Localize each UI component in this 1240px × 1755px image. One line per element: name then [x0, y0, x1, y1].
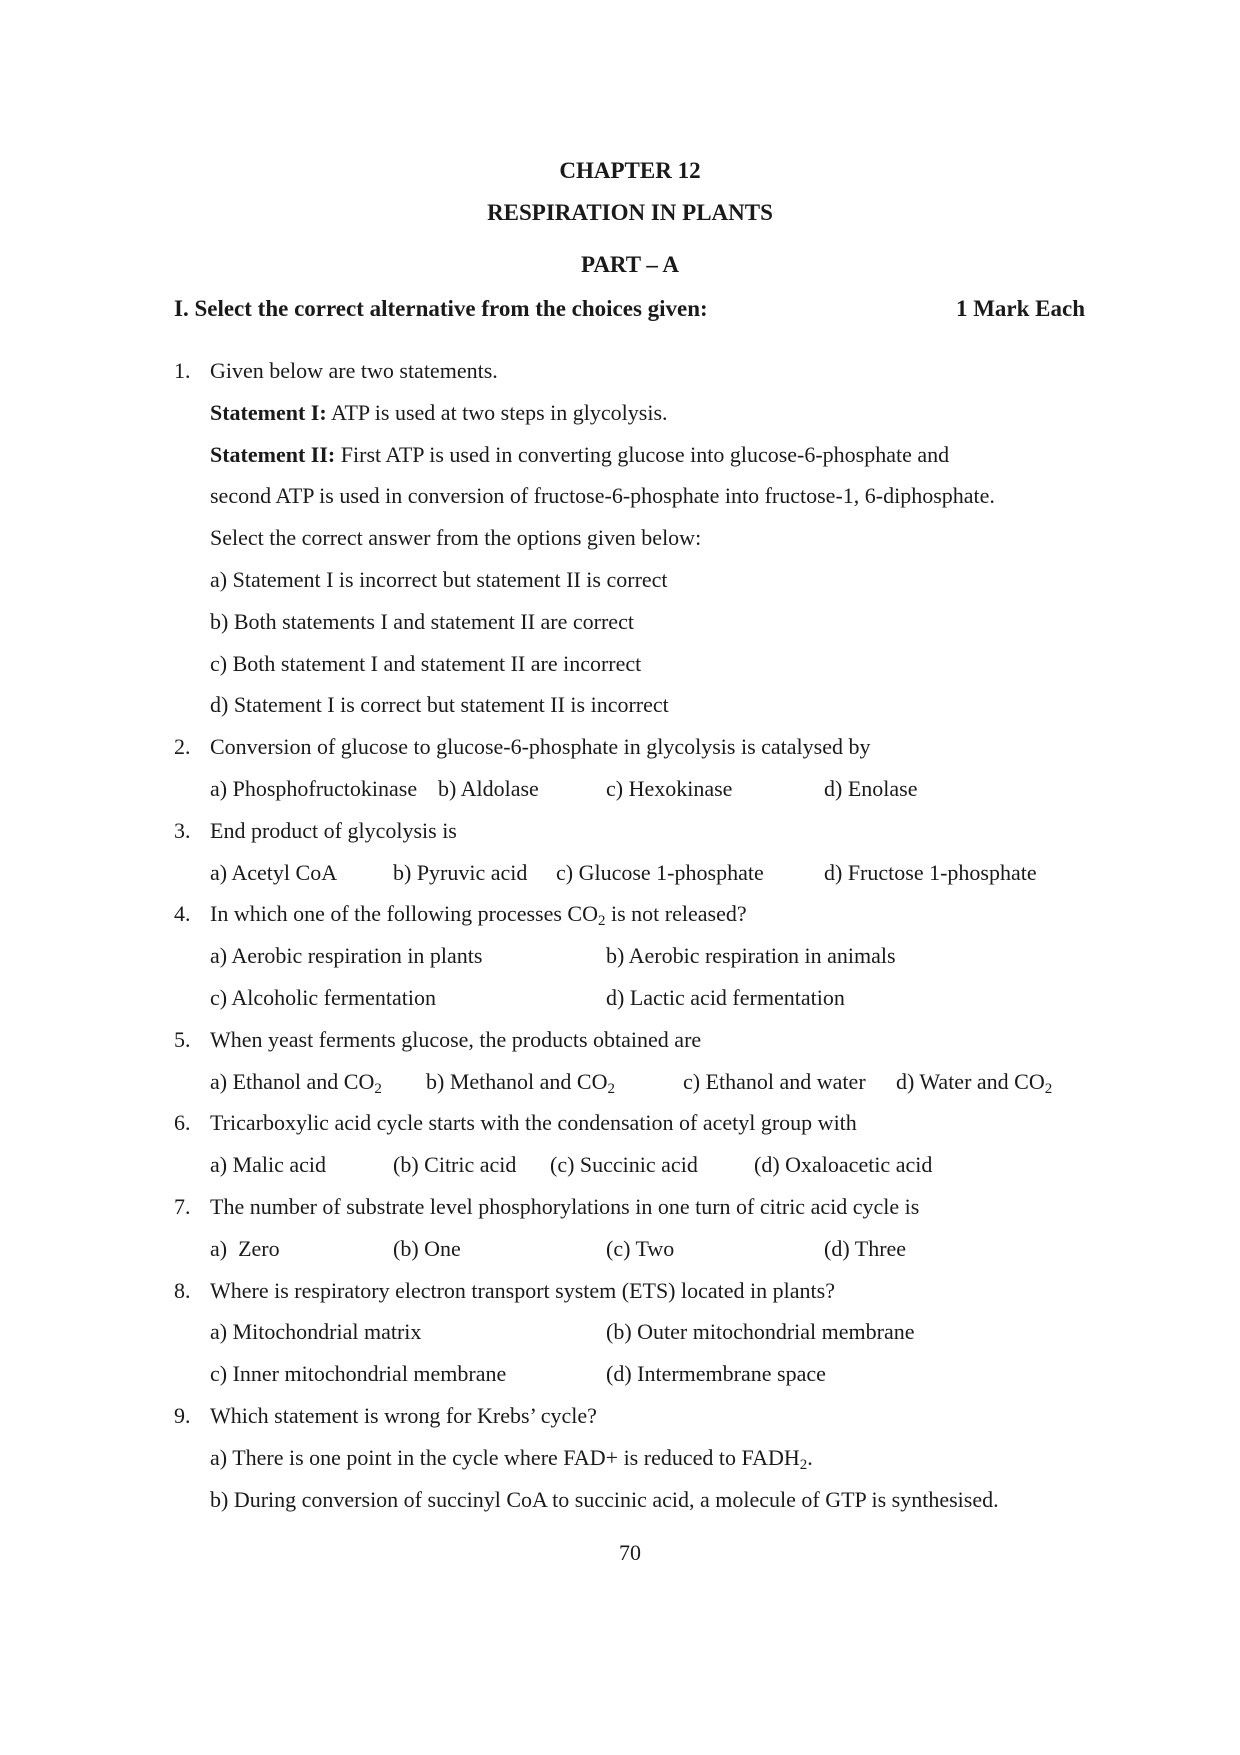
question-prompt: Select the correct answer from the options given below:: [210, 525, 702, 551]
question-9: [174, 1395, 1094, 1520]
statement-label: Statement I:: [210, 399, 327, 425]
statement-1: [210, 392, 1094, 434]
subscript: 2: [374, 1080, 382, 1097]
option-c: (c) Two: [606, 1235, 675, 1261]
option-b: b) Methanol and $CO_2$: [426, 1068, 615, 1097]
question-number: 3.: [174, 817, 191, 843]
options-row: [210, 977, 1094, 1019]
statement-label: Statement II:: [210, 441, 336, 467]
statement-text: First ATP is used in converting glucose into glucose-6-phosphate and: [340, 441, 950, 467]
option-c: c) Hexokinase: [606, 775, 733, 801]
option-a: a) Mitochondrial matrix: [210, 1319, 422, 1345]
option-d: d) Lactic acid fermentation: [606, 984, 845, 1010]
option-d: (d) Three: [824, 1235, 907, 1261]
question-number: 1.: [174, 358, 191, 383]
question-3: [174, 810, 1094, 894]
option-a: a) Zero: [210, 1235, 280, 1261]
question-2: [174, 726, 1094, 810]
subscript: 2: [799, 1456, 808, 1473]
option-c: c) Inner mitochondrial membrane: [210, 1361, 507, 1387]
question-number: 5.: [174, 1026, 191, 1052]
question-text: Conversion of glucose to glucose-6-phosphate in glycolysis is catalysed by: [210, 734, 871, 760]
part-heading: PART – A: [580, 252, 680, 277]
option-d: d) Water and $CO_2$: [896, 1068, 1053, 1097]
chapter-heading: CHAPTER 12: [559, 158, 701, 183]
option-c: c) Glucose 1-phosphate: [556, 859, 764, 885]
option-d: (d) Oxaloacetic acid: [754, 1152, 933, 1178]
option-a: a) Acetyl CoA: [210, 859, 338, 885]
option-b: (b) One: [393, 1235, 461, 1261]
option-b: b) Pyruvic acid: [393, 859, 528, 885]
options-row: [210, 1144, 1094, 1186]
subscript: 2: [607, 1080, 615, 1097]
option-b: b) Aldolase: [438, 775, 539, 801]
question-text: Tricarboxylic acid cycle starts with the condensation of acetyl group with: [210, 1110, 857, 1136]
option-c: (c) Succinic acid: [550, 1152, 698, 1178]
question-number: 4.: [174, 901, 191, 927]
option-a: a) There is one point in the cycle where FAD+ is reduced to $FADH_2$.: [210, 1444, 813, 1473]
option-c: c) Ethanol and water: [683, 1068, 866, 1094]
option-d: d) Enolase: [824, 775, 918, 801]
marks-label: 1 Mark Each: [955, 296, 1085, 321]
option-b: (b) Citric acid: [393, 1152, 517, 1178]
question-text: When yeast ferments glucose, the products obtained are: [210, 1026, 702, 1052]
option-b: b) Both statements I and statement II are correct: [210, 608, 634, 634]
question-number: 2.: [174, 734, 191, 760]
question-number: 6.: [174, 1110, 191, 1136]
subscript: 2: [1044, 1080, 1053, 1097]
option-b: b) During conversion of succinyl CoA to succinic acid, a molecule of GTP is synthesised.: [210, 1486, 999, 1512]
statement-text: ATP is used at two steps in glycolysis.: [331, 399, 668, 425]
question-number: 8.: [174, 1277, 191, 1303]
question-text: Where is respiratory electron transport system (ETS) located in plants?: [210, 1277, 835, 1303]
statement-2-continued: second ATP is used in conversion of fructose-6-phosphate into fructose-1, 6-diphosphate.: [210, 483, 995, 509]
option-d: (d) Intermembrane space: [606, 1361, 826, 1387]
question-8: [174, 1270, 1094, 1395]
instruction-text: I. Select the correct alternative from the choices given:: [174, 296, 708, 321]
options-row: [210, 1353, 1094, 1395]
options-row: [210, 1061, 1094, 1103]
question-6: [174, 1102, 1094, 1186]
option-a: a) Aerobic respiration in plants: [210, 943, 483, 969]
statement-2: [210, 434, 1094, 476]
option-a: a) Statement I is incorrect but statement II is correct: [210, 566, 668, 592]
subscript: 2: [597, 913, 606, 930]
question-text: End product of glycolysis is: [210, 817, 457, 843]
option-d: d) Statement I is correct but statement II is incorrect: [210, 692, 669, 718]
option-c: c) Alcoholic fermentation: [210, 984, 437, 1010]
options-row: [210, 935, 1094, 977]
option-a: a) Phosphofructokinase: [210, 775, 418, 801]
question-text: The number of substrate level phosphorylations in one turn of citric acid cycle is: [210, 1193, 920, 1219]
options-row: [210, 852, 1094, 894]
question-number: 7.: [174, 1193, 191, 1219]
question-text: Which statement is wrong for Krebs’ cycle?: [210, 1402, 597, 1428]
option-a: a) Malic acid: [210, 1152, 327, 1178]
question-number: 9.: [174, 1402, 191, 1428]
options-row: [210, 1228, 1094, 1270]
options-row: [210, 1311, 1094, 1353]
question-text: Given below are two statements.: [210, 358, 498, 383]
question-7: [174, 1186, 1094, 1270]
options-row: [210, 768, 1094, 810]
question-1: [174, 350, 1094, 726]
option-a: a) Ethanol and $CO_2$: [210, 1068, 382, 1097]
option-b: (b) Outer mitochondrial membrane: [606, 1319, 915, 1345]
chapter-title: RESPIRATION IN PLANTS: [487, 200, 773, 225]
question-text: In which one of the following processes $CO_2$ is not released?: [210, 901, 747, 930]
option-d: d) Fructose 1-phosphate: [824, 859, 1037, 885]
option-c: c) Both statement I and statement II are incorrect: [210, 650, 642, 676]
page-number: 70: [619, 1540, 641, 1565]
question-5: [174, 1019, 1094, 1103]
question-4: [174, 893, 1094, 1018]
section-instruction: [174, 296, 1085, 322]
question-list: [174, 350, 1094, 1520]
option-b: b) Aerobic respiration in animals: [606, 943, 896, 969]
